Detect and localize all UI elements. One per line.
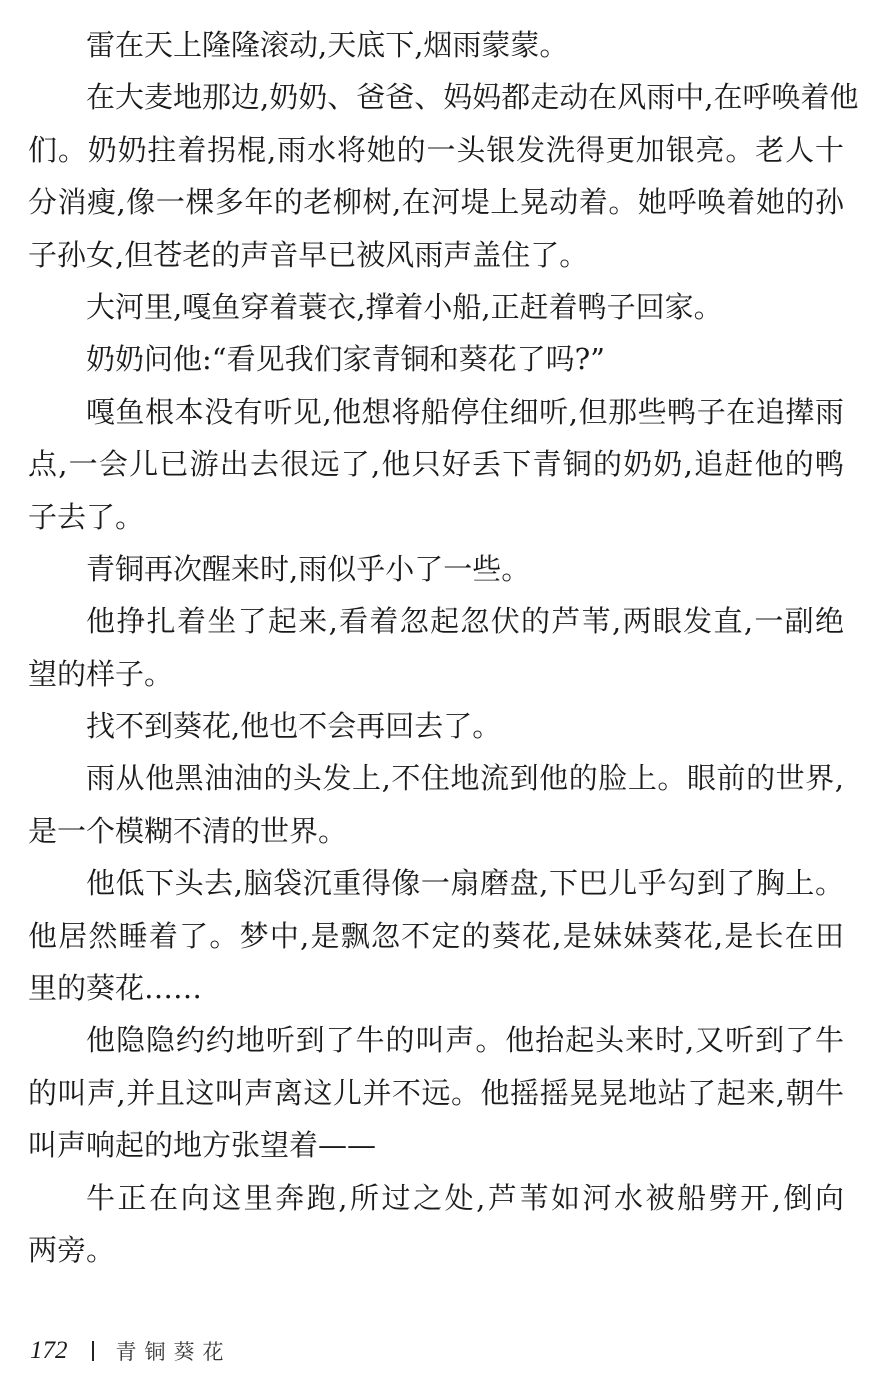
- text-line: 里的葵花……: [28, 971, 203, 1006]
- paragraph: [28, 386, 844, 543]
- paragraph: [28, 1172, 844, 1277]
- text-line: 两旁。: [28, 1232, 116, 1267]
- text-line: 子去了。: [28, 499, 145, 534]
- text-line: 他居然睡着了。梦中,是飘忽不定的葵花,是妹妹葵花,是长在田: [28, 918, 844, 953]
- paragraph: [28, 700, 844, 752]
- text-line: 青铜再次醒来时,雨似乎小了一些。: [86, 551, 531, 586]
- text-line: 他低下头去,脑袋沉重得像一扇磨盘,下巴儿乎勾到了胸上。: [86, 866, 844, 901]
- paragraph: [28, 71, 859, 281]
- page-number: 172: [30, 1337, 68, 1364]
- text-line: 雷在天上隆隆滚动,天底下,烟雨蒙蒙。: [86, 28, 569, 62]
- text-line: 的叫声,并且这叫声离这儿并不远。他摇摇晃晃地站了起来,朝牛: [28, 1075, 844, 1110]
- paragraph: [28, 333, 844, 385]
- text-line: 子孙女,但苍老的声音早已被风雨声盖住了。: [28, 237, 589, 272]
- text-line: 们。奶奶拄着拐棍,雨水将她的一头银发洗得更加银亮。老人十: [28, 132, 844, 167]
- text-line: 望的样子。: [28, 656, 174, 691]
- text-line: 牛正在向这里奔跑,所过之处,芦苇如河水被船劈开,倒向: [86, 1180, 844, 1215]
- paragraph: [28, 281, 844, 333]
- text-line: 分消瘦,像一棵多年的老柳树,在河堤上晃动着。她呼唤着她的孙: [28, 185, 844, 220]
- text-line: 点,一会儿已游出去很远了,他只好丢下青铜的奶奶,追赶他的鸭: [28, 447, 844, 482]
- text-line: 他隐隐约约地听到了牛的叫声。他抬起头来时,又听到了牛: [86, 1023, 844, 1058]
- text-line: 找不到葵花,他也不会再回去了。: [86, 709, 502, 744]
- book-title: 青铜葵花: [115, 1341, 232, 1364]
- paragraph: [28, 857, 844, 1014]
- text-line: 叫声响起的地方张望着——: [28, 1128, 377, 1163]
- text-line: 是一个模糊不清的世界。: [28, 813, 348, 848]
- paragraph: [28, 595, 844, 700]
- footer-divider: [92, 1341, 94, 1361]
- text-line: 大河里,嘎鱼穿着蓑衣,撑着小船,正赶着鸭子回家。: [86, 289, 723, 324]
- text-line: 奶奶问他:“看见我们家青铜和葵花了吗?”: [86, 342, 605, 377]
- paragraph: [28, 19, 844, 71]
- paragraph: [28, 752, 844, 857]
- paragraph: [28, 1014, 844, 1171]
- text-line: 他挣扎着坐了起来,看着忽起忽伏的芦苇,两眼发直,一副绝: [86, 604, 844, 639]
- text-line: 嘎鱼根本没有听见,他想将船停住细听,但那些鸭子在追撵雨: [86, 394, 844, 429]
- body-text: [28, 19, 859, 1276]
- text-line: 雨从他黑油油的头发上,不住地流到他的脸上。眼前的世界,: [86, 761, 844, 796]
- page-footer: [30, 1333, 232, 1369]
- paragraph: [28, 543, 844, 595]
- text-line: 在大麦地那边,奶奶、爸爸、妈妈都走动在风雨中,在呼唤着他: [86, 80, 859, 115]
